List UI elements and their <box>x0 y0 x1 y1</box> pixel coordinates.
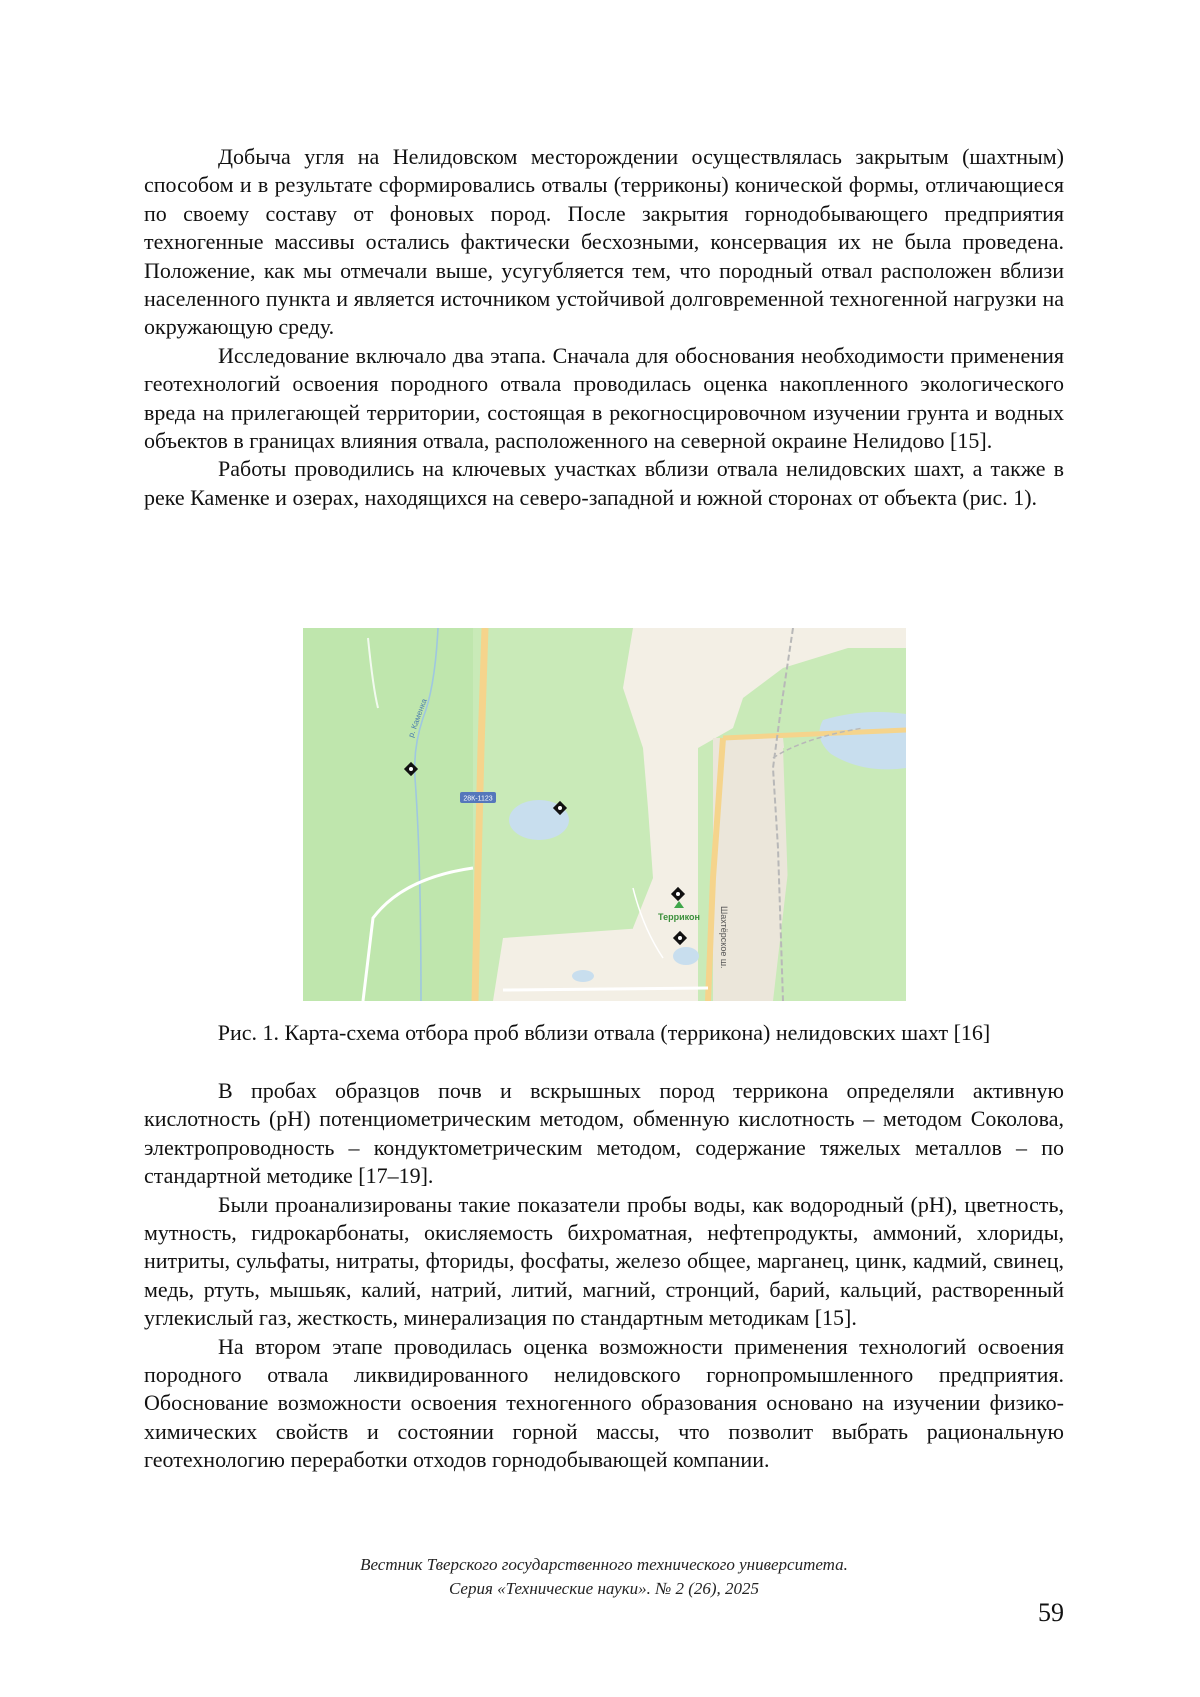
river-label: р. Каменка <box>406 697 428 739</box>
paragraph: Добыча угля на Нелидовском месторождении осуществлялась закрытым (шахтным) способом и в результате сформировались отвалы (терриконы) конической формы, отличающиеся по своему составу от фоновых пород. После закрытия горнодобывающего предприятия техногенные массивы остались фактически бесхозными, консервация их не была проведена. Положение, как мы отмечали выше, усугубляется тем, что породный отвал расположен вблизи населенного пункта и является источником устойчивой долговременной техногенной нагрузки на окружающую среду. <box>144 143 1064 342</box>
pond-south <box>673 947 699 965</box>
forest-east <box>783 738 906 1001</box>
paragraph: Работы проводились на ключевых участках вблизи отвала нелидовских шахт, а также в реке Каменке и озерах, находящихся на северо-западной и южной сторонах от объекта (рис. 1). <box>144 455 1064 512</box>
body-text-bottom <box>144 1077 1064 1475</box>
pond-small <box>572 970 594 982</box>
journal-line-1: Вестник Тверского государственного технического университета. <box>144 1553 1064 1577</box>
paragraph: Исследование включало два этапа. Сначала для обоснования необходимости применения геотехнологий освоения породного отвала проводилась оценка накопленного экологического вреда на прилегающей территории, состоящая в рекогносцировочном изучении грунта и водных объектов в границах влияния отвала, расположенного на северной окраине Нелидово [15]. <box>144 342 1064 456</box>
street-south <box>503 988 708 990</box>
journal-line-2: Серия «Технические науки». № 2 (26), 2025 <box>144 1577 1064 1601</box>
meadow-area <box>303 628 473 1001</box>
paragraph: В пробах образцов почв и вскрышных пород террикона определяли активную кислотность (pH) потенциометрическим методом, обменную кислотность – методом Соколова, электропроводность – кондуктометрическим методом, содержание тяжелых металлов – по стандартной методике [17–19]. <box>144 1077 1064 1191</box>
map-svg <box>303 628 906 1001</box>
page-number: 59 <box>1038 1598 1064 1628</box>
paragraph: Были проанализированы такие показатели пробы воды, как водородный (pH), цветность, мутность, гидрокарбонаты, окисляемость бихроматная, нефтепродукты, аммоний, хлориды, нитриты, сульфаты, нитраты, фториды, фосфаты, железо общее, марганец, цинк, кадмий, свинец, медь, ртуть, мышьяк, калий, натрий, литий, магний, стронций, барий, кальций, растворенный углекислый газ, жесткость, минерализация по стандартным методикам [15]. <box>144 1191 1064 1333</box>
journal-footer <box>144 1553 1064 1601</box>
paragraph: На втором этапе проводилась оценка возможности применения технологий освоения породного отвала ликвидированного нелидовского горнопромышленного предприятия. Обоснование возможности освоения техногенного образования основано на изучении физико-химических свойств и состоянии горной массы, что позволит выбрать рациональную геотехнологию переработки отходов горнодобывающей компании. <box>144 1333 1064 1475</box>
page <box>0 0 1200 1697</box>
body-text-top <box>144 143 1064 512</box>
terrikon-label: Террикон <box>658 912 700 922</box>
figure-map <box>303 628 906 1001</box>
road-badge-label: 28К-1123 <box>463 796 492 803</box>
figure-caption: Рис. 1. Карта-схема отбора проб вблизи отвала (террикона) нелидовских шахт [16] <box>144 1019 1064 1047</box>
street-label: Шахтёрское ш. <box>719 906 729 969</box>
